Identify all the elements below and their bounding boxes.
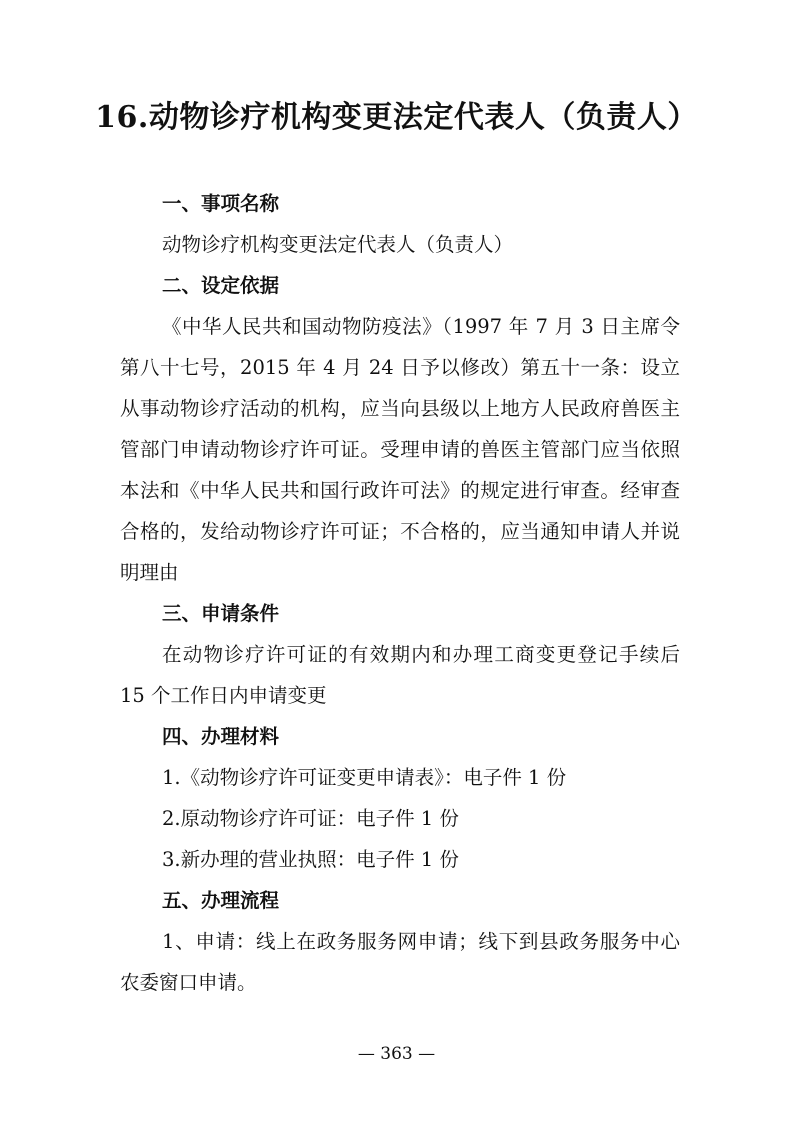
section-heading-item-name: 一、事项名称: [162, 192, 280, 215]
document-title: 16.动物诊疗机构变更法定代表人（负责人）: [95, 100, 698, 135]
material-item-2: 2.原动物诊疗许可证：电子件 1 份: [162, 807, 459, 830]
process-step-1: 1、申请：线上在政务服务网申请；线下到县政务服务中心农委窗口申请。: [120, 930, 680, 994]
conditions-text: 在动物诊疗许可证的有效期内和办理工商变更登记手续后 15 个工作日内申请变更: [120, 643, 680, 707]
section-heading-process: 五、办理流程: [162, 889, 280, 912]
document-body: [120, 183, 680, 1003]
basis-text: 《中华人民共和国动物防疫法》（1997 年 7 月 3 日主席令第八十七号，2015 年 4 月 24 日予以修改）第五十一条：设立从事动物诊疗活动的机构，应当向县级以上地方人民政府兽医主管部门申请动物诊疗许可证。受理申请的兽医主管部门应当依照本法和《中华人民共和国行政许可法》的规定进行审查。经审查合格的，发给动物诊疗许可证；不合格的，应当通知申请人并说明理由: [120, 315, 680, 584]
section-heading-basis: 二、设定依据: [162, 274, 280, 297]
page-number: — 363 —: [357, 1044, 436, 1064]
section-heading-materials: 四、办理材料: [162, 725, 280, 748]
item-name-text: 动物诊疗机构变更法定代表人（负责人）: [162, 233, 514, 256]
section-heading-conditions: 三、申请条件: [162, 602, 280, 625]
material-item-1: 1.《动物诊疗许可证变更申请表》：电子件 1 份: [162, 766, 567, 789]
material-item-3: 3.新办理的营业执照：电子件 1 份: [162, 848, 459, 871]
